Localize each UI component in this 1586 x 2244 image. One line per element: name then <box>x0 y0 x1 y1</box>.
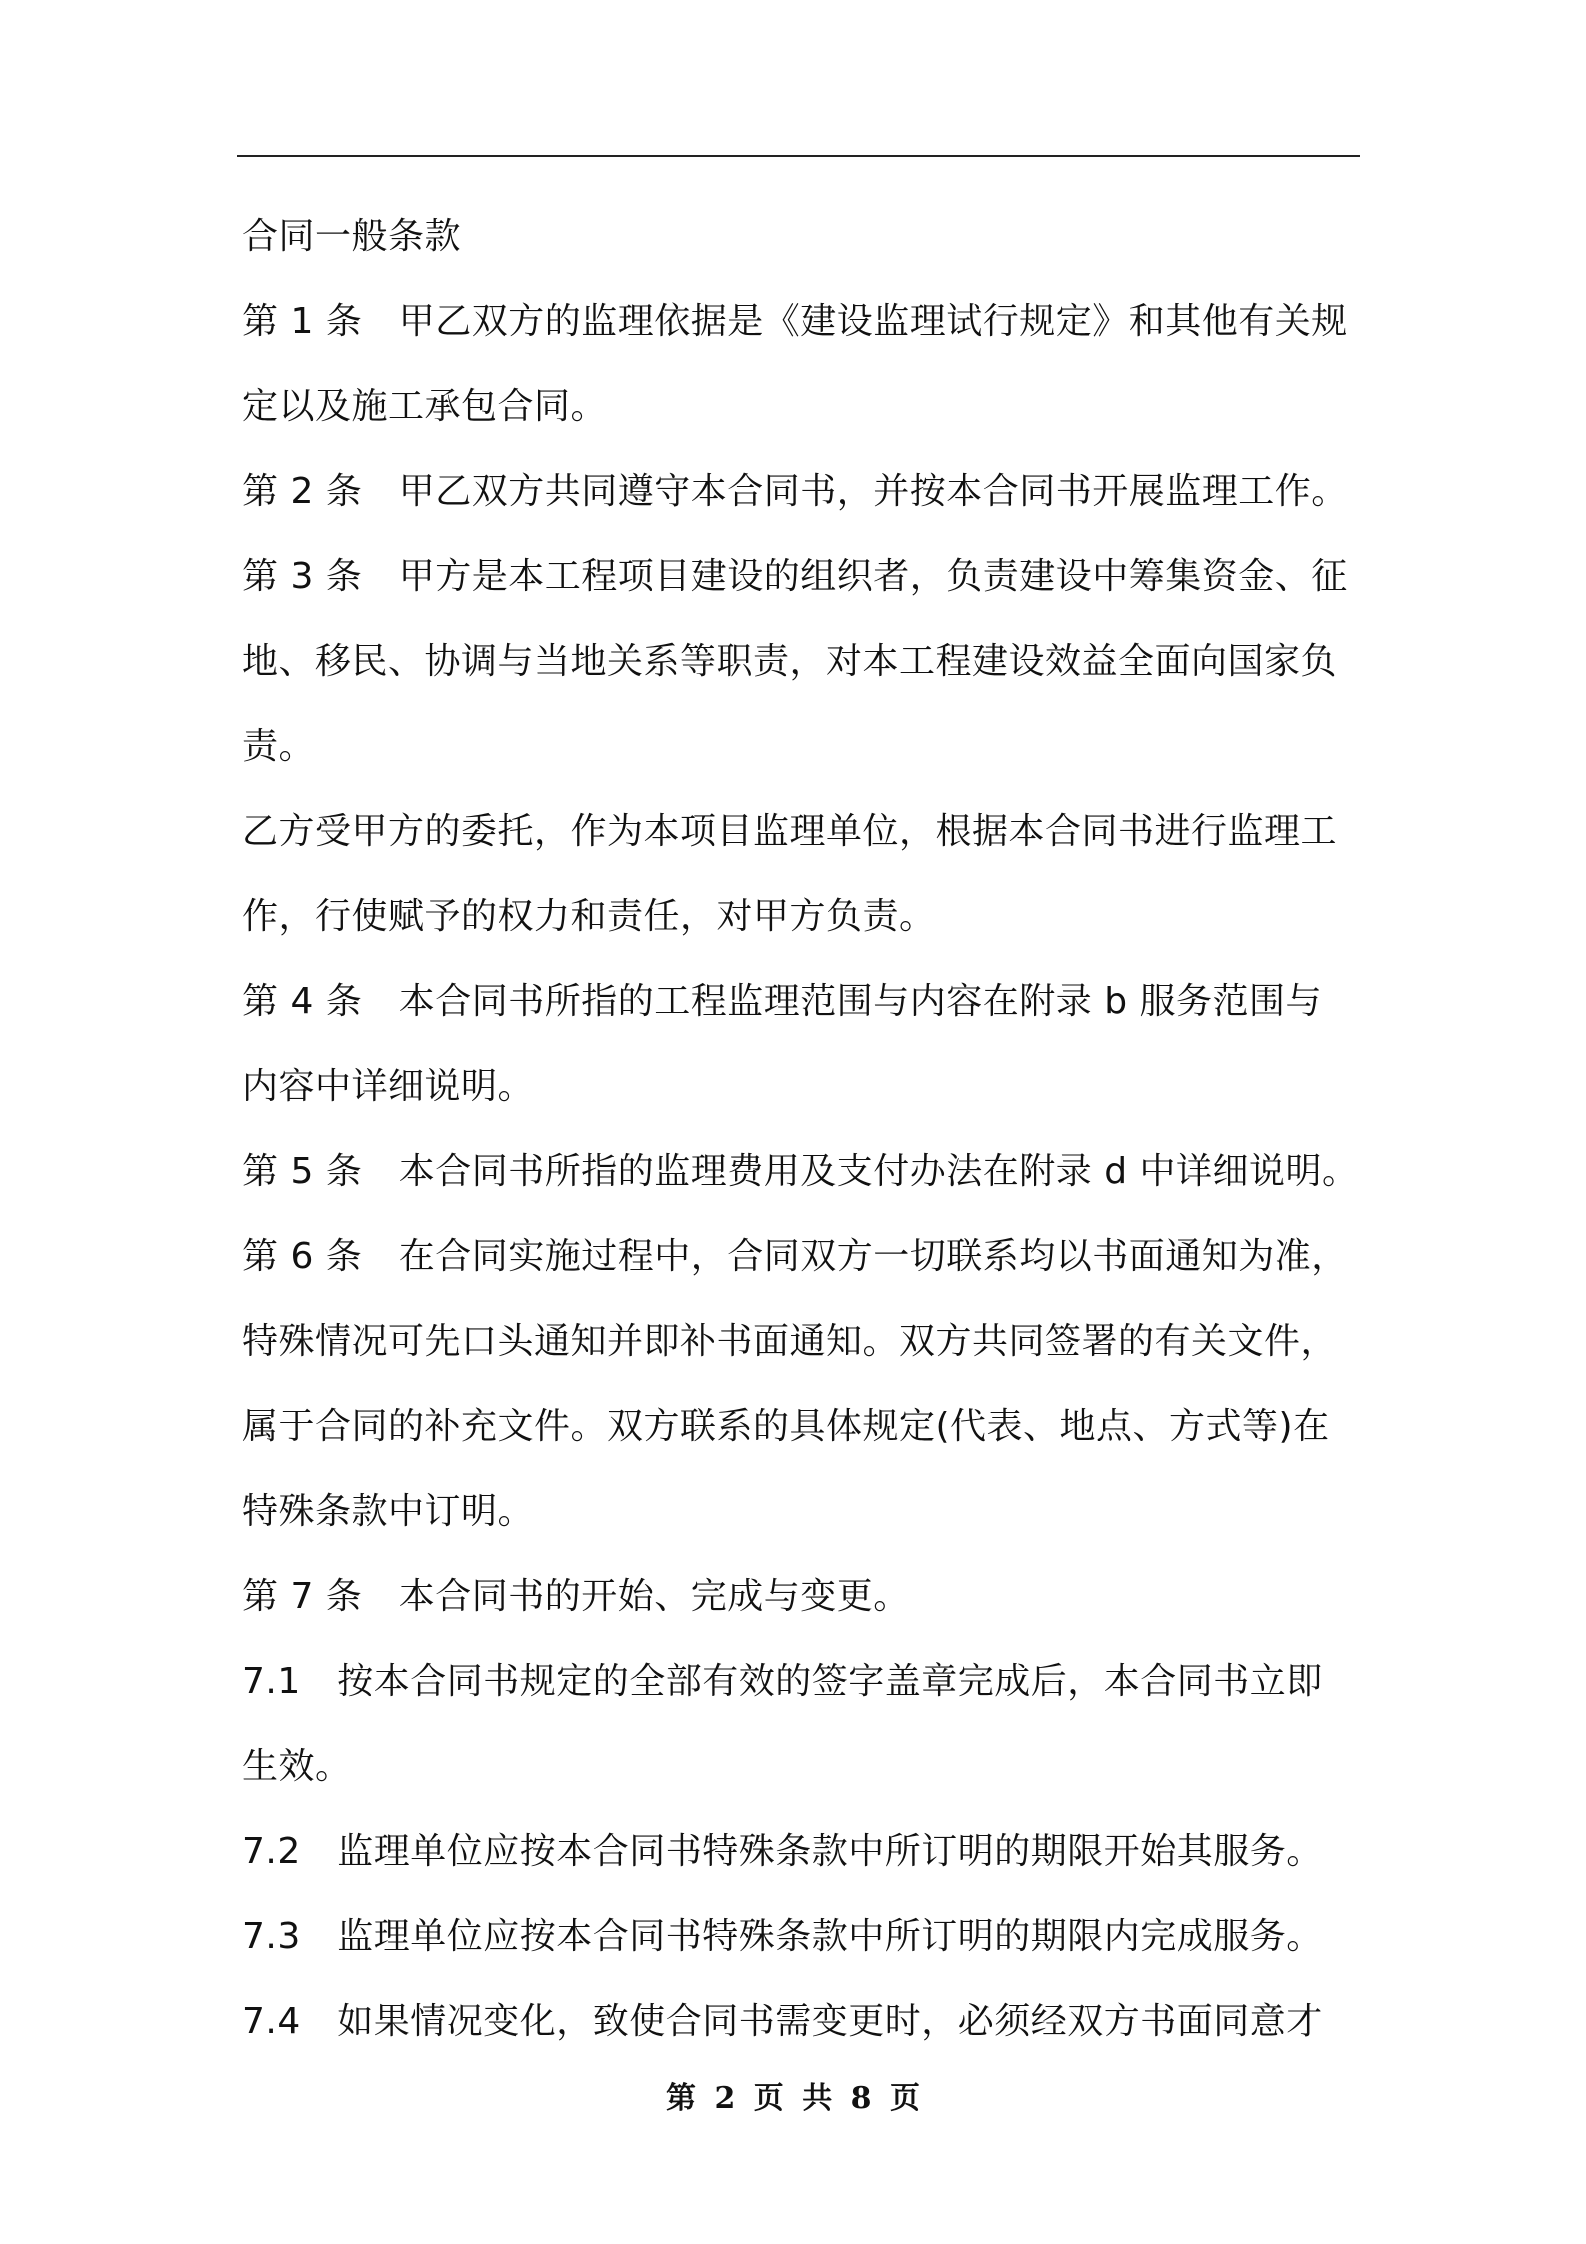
clause-3-para-2-line-2: 作，行使赋予的权力和责任，对甲方负责。 <box>242 896 936 937</box>
clause-3-line-3: 责。 <box>242 726 316 767</box>
clause-6-line-3: 属于合同的补充文件。双方联系的具体规定(代表、地点、方式等)在 <box>242 1406 1330 1447</box>
section-heading: 合同一般条款 <box>242 216 462 257</box>
clause-3-line-1: 第 3 条 甲方是本工程项目建设的组织者，负责建设中筹集资金、征 <box>242 556 1348 597</box>
clause-7-3-line-1: 7.3 监理单位应按本合同书特殊条款中所订明的期限内完成服务。 <box>242 1916 1323 1957</box>
page-number-footer: 第 2 页 共 8 页 <box>666 2081 920 2116</box>
clause-7-line-1: 第 7 条 本合同书的开始、完成与变更。 <box>242 1576 910 1617</box>
clause-7-1-line-1: 7.1 按本合同书规定的全部有效的签字盖章完成后，本合同书立即 <box>242 1661 1323 1702</box>
clause-5-line-1: 第 5 条 本合同书所指的监理费用及支付办法在附录 d 中详细说明。 <box>242 1151 1359 1192</box>
clause-7-1-line-2: 生效。 <box>242 1746 352 1787</box>
clause-1-line-2: 定以及施工承包合同。 <box>242 386 608 427</box>
clause-2-line-1: 第 2 条 甲乙双方共同遵守本合同书，并按本合同书开展监理工作。 <box>242 471 1348 512</box>
header-rule <box>237 155 1360 157</box>
document-body <box>242 194 1367 2064</box>
clause-1-line-1: 第 1 条 甲乙双方的监理依据是《建设监理试行规定》和其他有关规 <box>242 301 1348 342</box>
clause-4-line-1: 第 4 条 本合同书所指的工程监理范围与内容在附录 b 服务范围与 <box>242 981 1323 1022</box>
clause-3-para-2-line-1: 乙方受甲方的委托，作为本项目监理单位，根据本合同书进行监理工 <box>242 811 1338 852</box>
clause-3-line-2: 地、移民、协调与当地关系等职责，对本工程建设效益全面向国家负 <box>242 641 1338 682</box>
clause-6-line-4: 特殊条款中订明。 <box>242 1491 535 1532</box>
clause-6-line-2: 特殊情况可先口头通知并即补书面通知。双方共同签署的有关文件， <box>242 1321 1338 1362</box>
clause-7-2-line-1: 7.2 监理单位应按本合同书特殊条款中所订明的期限开始其服务。 <box>242 1831 1323 1872</box>
clause-4-line-2: 内容中详细说明。 <box>242 1066 535 1107</box>
clause-6-line-1: 第 6 条 在合同实施过程中，合同双方一切联系均以书面通知为准， <box>242 1236 1348 1277</box>
clause-7-4-line-1: 7.4 如果情况变化，致使合同书需变更时，必须经双方书面同意才 <box>242 2001 1323 2042</box>
